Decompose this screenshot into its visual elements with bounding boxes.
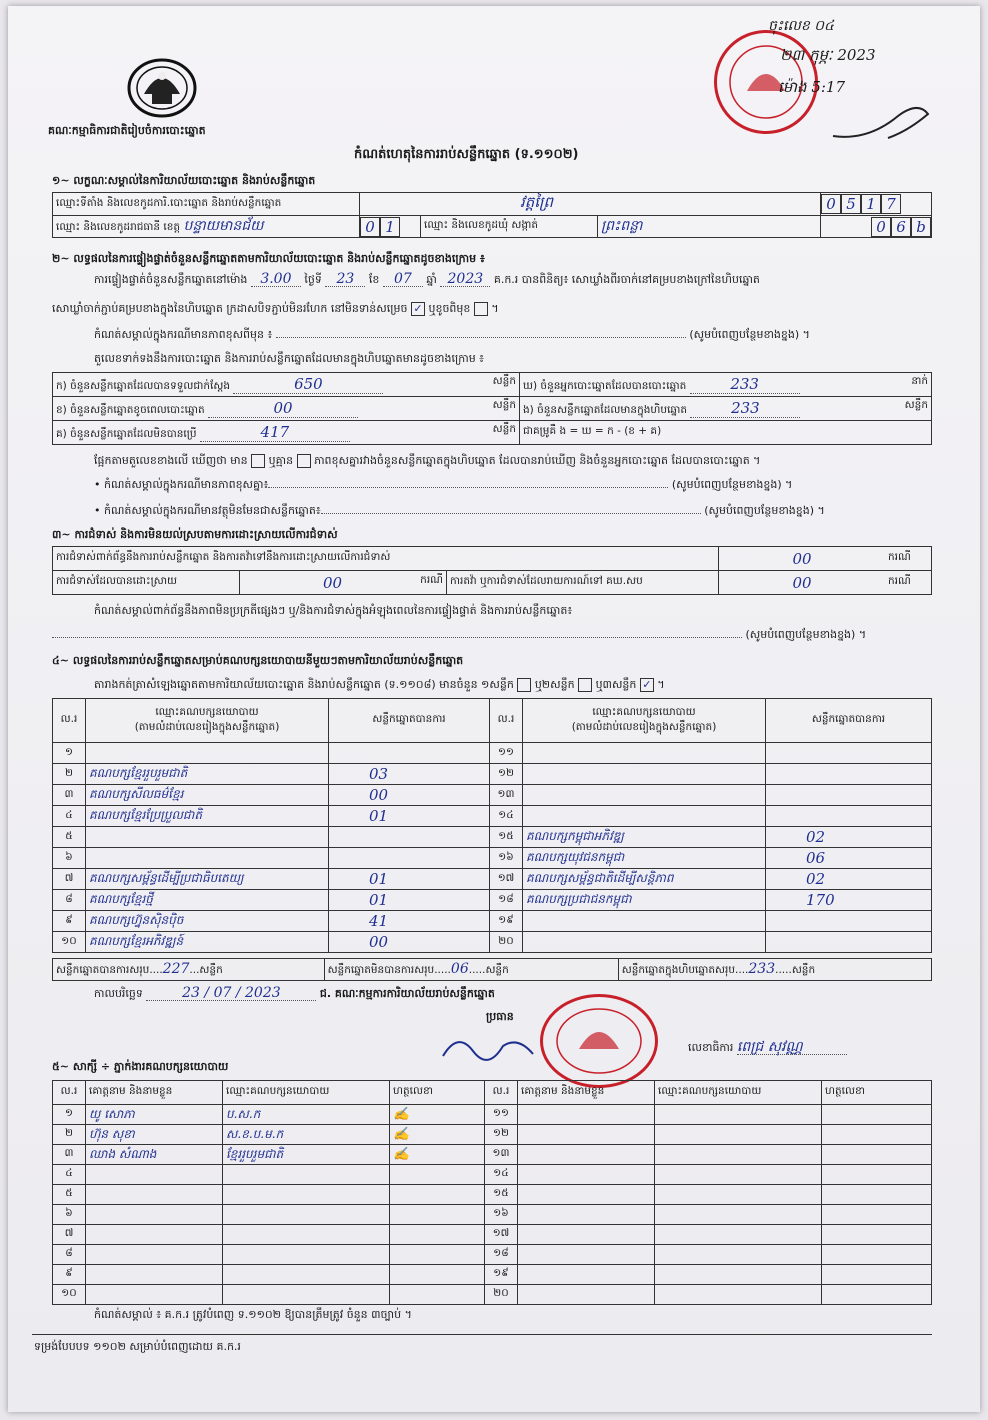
witness-signature: [822, 1265, 932, 1285]
row-number: ៨: [53, 1245, 86, 1265]
form-footer: ទម្រង់បែបបទ ១១០២ សម្រាប់បំពេញដោយ គ.ក.រ: [34, 1340, 241, 1353]
witness-name: [86, 1205, 223, 1225]
party-name: [86, 827, 329, 848]
results-table: [52, 698, 932, 953]
vote-count: 01: [329, 869, 490, 890]
section2-bullet2: • កំណត់សម្គាល់ក្នុងករណីមានវត្ថុមិនមែនជាសន្លឹកឆ្នោត៖ (សូមបំពេញបន្ថែមខាងខ្នង) ។: [94, 504, 825, 517]
witness-table: [52, 1080, 932, 1305]
counts-table: [52, 372, 932, 445]
section2-title: ២~ លទ្ធផលនៃការផ្ទៀងផ្ទាត់ចំនួនសន្លឹកឆ្នោតតាមការិយាល័យបោះឆ្នោត និងរាប់សន្លឹកឆ្នោតដូចខាងក្រោម ៖: [52, 252, 485, 265]
witness-party: [223, 1185, 390, 1205]
formula: ជាគម្រូគឺ ង = ឃ = ក - (ខ + គ): [520, 421, 932, 445]
witness-row: [53, 1265, 932, 1285]
witness-row: [53, 1205, 932, 1225]
section2-note1: កំណត់សម្គាល់ក្នុងករណីមានភាពខុសពីមុន ៖ (សូមបំពេញបន្ថែមខាងខ្នង) ។: [94, 328, 810, 341]
location-value: វត្តព្រៃ: [360, 193, 821, 216]
witness-party: [223, 1205, 390, 1225]
section4-title: ៤~ លទ្ធផលនៃការរាប់សន្លឹកឆ្នោតសម្រាប់គណបក្សនយោបាយនីមួយៗតាមការិយាល័យរាប់សន្លឹកឆ្នោត: [52, 654, 464, 667]
results-col-party: ឈ្មោះគណបក្សនយោបាយ (តាមលំដាប់លេខរៀងក្នុងសន្លឹកឆ្នោត): [86, 699, 329, 743]
party-name: គណបក្សសីលធម៌ខ្មែរ: [86, 785, 329, 806]
party-name: គណបក្សហ្វ៊ុនស៊ិនប៉ិច: [86, 911, 329, 932]
results-body: [53, 743, 932, 953]
witness-party: [655, 1125, 822, 1145]
party-name: [523, 785, 766, 806]
witness-body: [53, 1105, 932, 1305]
witness-name: [86, 1165, 223, 1185]
row-number: ២០: [490, 932, 523, 953]
row-number: ១៤: [485, 1165, 518, 1185]
vote-count: 01: [329, 806, 490, 827]
official-stamp: [540, 994, 658, 1088]
results-row: [53, 869, 932, 890]
results-col-no-2: ល.រ: [490, 699, 523, 743]
row-number: ៦: [53, 1205, 86, 1225]
receipt-line-3: ម៉ោង 5:17: [778, 78, 846, 96]
witness-signature: [390, 1285, 485, 1305]
form-title: កំណត់ហេតុនៃការរាប់សន្លឹកឆ្នោត (ទ.១១០២): [354, 147, 579, 162]
witness-party: [655, 1265, 822, 1285]
witness-signature: [822, 1245, 932, 1265]
witness-row: [53, 1185, 932, 1205]
row-number: ១៩: [485, 1265, 518, 1285]
witness-name: [518, 1145, 655, 1165]
witness-col-party-2: ឈ្មោះគណបក្សនយោបាយ: [655, 1081, 822, 1105]
party-name: [86, 743, 329, 764]
witness-name: [86, 1185, 223, 1205]
row-number: ១០: [53, 1285, 86, 1305]
witness-col-no: ល.រ: [53, 1081, 86, 1105]
province-label: ឈ្មោះ និងលេខកូដរាជធានី ខេត្ត បន្ទាយមានជ័យ: [53, 216, 360, 238]
row-number: ១៩: [490, 911, 523, 932]
witness-party: [655, 1165, 822, 1185]
party-name: [523, 764, 766, 785]
witness-name: [86, 1285, 223, 1305]
witness-signature: [822, 1165, 932, 1185]
witness-signature: [822, 1145, 932, 1165]
section2-para4: ផ្អែកតាមតួលេខខាងលើ ឃើញថា មាន ឬគ្មាន ភាពខុសគ្នារវាងចំនួនសន្លឹកឆ្នោតក្នុងហិបឆ្នោត ដែលបានរាប់ឃើញ និងចំនួនអ្នកបោះឆ្នោត ដែលបានបោះឆ្នោត ។: [94, 454, 761, 467]
vote-count: [766, 911, 932, 932]
witness-col-name-2: គោត្តនាម និងនាមខ្លួន: [518, 1081, 655, 1105]
row-number: ៤: [53, 1165, 86, 1185]
row-number: ៣: [53, 1145, 86, 1165]
witness-signature: [822, 1185, 932, 1205]
row-number: ១៣: [485, 1145, 518, 1165]
witness-name: [518, 1265, 655, 1285]
date-line: កាលបរិច្ឆេទ 23 / 07 / 2023 ជ. គណៈកម្មការការិយាល័យរាប់សន្លឹកឆ្នោត: [94, 985, 495, 1001]
witness-row: [53, 1245, 932, 1265]
vote-count: [766, 785, 932, 806]
commune-code: 0 6 b: [821, 216, 932, 238]
witness-party: [655, 1145, 822, 1165]
results-row: [53, 911, 932, 932]
section1-table: [52, 192, 932, 238]
receipt-line-1: ចុះលេខ ០៤: [768, 18, 834, 34]
witness-col-no-2: ល.រ: [485, 1081, 518, 1105]
witness-name: [86, 1225, 223, 1245]
total-valid: សន្លឹកឆ្នោតបានការសរុប....227...សន្លឹក: [53, 959, 325, 981]
forwarded-case: ករណី: [885, 571, 932, 595]
row-number: ១៥: [490, 827, 523, 848]
row-number: ១១: [490, 743, 523, 764]
count-e: ង) ចំនួនសន្លឹកឆ្នោតដែលមានក្នុងហិបឆ្នោត 233 សន្លឹក: [520, 397, 932, 421]
witness-name: [86, 1265, 223, 1285]
section4-intro: តារាងកត់ត្រាសំឡេងឆ្នោតតាមការិយាល័យបោះឆ្នោត និងរាប់សន្លឹកឆ្នោត (ទ.១១០៨) មានចំនួន ១សន្លឹក ឬ២សន្លឹក ឬ៣សន្លឹក ✓ ។: [94, 678, 665, 691]
row-number: ១០: [53, 932, 86, 953]
vote-count: [329, 743, 490, 764]
vote-count: [329, 848, 490, 869]
witness-signature: [822, 1105, 932, 1125]
vote-count: 170: [766, 890, 932, 911]
section2-para2: សោឃ្លាំចាក់ភ្ជាប់គម្របខាងក្នុងនៃហិបឆ្នោត ក្រដាសបិទភ្ជាប់មិនរហែក នៅមិនទាន់សម្រេច ✓ ឬខូចពិមុខ ។: [52, 302, 499, 315]
row-number: ៥: [53, 827, 86, 848]
witness-name: [518, 1105, 655, 1125]
forwarded-value: 00: [719, 571, 886, 595]
results-totals: [52, 958, 932, 981]
committee-name: គណៈកម្មាធិការជាតិរៀបចំការបោះឆ្នោត: [48, 124, 206, 137]
witness-party: [223, 1285, 390, 1305]
witness-name: [518, 1225, 655, 1245]
document-page: [8, 6, 980, 1412]
witness-name: [86, 1245, 223, 1265]
witness-signature: [390, 1185, 485, 1205]
objections-case: ករណី: [885, 547, 932, 571]
vote-count: 01: [329, 890, 490, 911]
count-b: ខ) ចំនួនសន្លឹកឆ្នោតខូចពេលបោះឆ្នោត 00 សន្លឹក: [53, 397, 520, 421]
party-name: គណបក្សខ្មែររួបរួមជាតិ: [86, 764, 329, 785]
vote-count: 00: [329, 932, 490, 953]
witness-col-sign-2: ហត្ថលេខា: [822, 1081, 932, 1105]
row-number: ៨: [53, 890, 86, 911]
witness-party: ប.ស.ក: [223, 1105, 390, 1125]
vote-count: [766, 806, 932, 827]
row-number: ១១: [485, 1105, 518, 1125]
row-number: ១៦: [485, 1205, 518, 1225]
row-number: ១៧: [485, 1225, 518, 1245]
receipt-line-2: ២៣ កុម្ភៈ 2023: [780, 46, 876, 64]
witness-col-name: គោត្តនាម និងនាមខ្លួន: [86, 1081, 223, 1105]
resolved-value: 00 ករណី: [240, 571, 447, 595]
row-number: ១៦: [490, 848, 523, 869]
party-name: គណបក្សខ្មែរអភិវឌ្ឍន៍: [86, 932, 329, 953]
count-c: គ) ចំនួនសន្លឹកឆ្នោតដែលមិនបានប្រើ 417 សន្លឹក: [53, 421, 520, 445]
witness-row: [53, 1125, 932, 1145]
witness-row: [53, 1145, 932, 1165]
witness-name: [518, 1285, 655, 1305]
party-name: [86, 848, 329, 869]
results-row: [53, 890, 932, 911]
row-number: ១៨: [490, 890, 523, 911]
party-name: គណបក្សខ្មែរថ្មី: [86, 890, 329, 911]
row-number: ៧: [53, 869, 86, 890]
objections-table: [52, 546, 932, 595]
section3-title: ៣~ ការជំទាស់ និងការមិនយល់ស្របតាមការដោះស្រាយលើការជំទាស់: [52, 528, 338, 541]
witness-party: ខ្មែររួបរួមជាតិ: [223, 1145, 390, 1165]
witness-name: ឈាង សំណាង: [86, 1145, 223, 1165]
vote-count: 03: [329, 764, 490, 785]
witness-signature: [822, 1205, 932, 1225]
section3-note: កំណត់សម្គាល់ពាក់ព័ន្ធនឹងភាពមិនប្រក្រតីផ្សេងៗ ឬ/និងការជំទាស់ក្នុងអំឡុងពេលនៃការផ្ទៀងផ្ទាត់ និងការរាប់សន្លឹកឆ្នោត៖: [94, 604, 573, 617]
witness-signature: ✍: [390, 1125, 485, 1145]
row-number: ១២: [485, 1125, 518, 1145]
section3-hint: (សូមបំពេញបន្ថែមខាងខ្នង) ។: [52, 628, 936, 642]
count-d: ឃ) ចំនួនអ្នកបោះឆ្នោតដែលបានបោះឆ្នោត 233 នាក់: [520, 373, 932, 397]
witness-party: [655, 1205, 822, 1225]
party-name: គណបក្សយុវជនកម្ពុជា: [523, 848, 766, 869]
witness-signature: [390, 1225, 485, 1245]
objections-value: 00: [719, 547, 886, 571]
witness-signature: [822, 1225, 932, 1245]
witness-signature: [390, 1205, 485, 1225]
witness-party: [223, 1265, 390, 1285]
witness-signature: [390, 1265, 485, 1285]
footnote: កំណត់សម្គាល់ ៖ គ.ក.រ ត្រូវបំពេញ ទ.១១០២ ឱ្យបានត្រឹមត្រូវ ចំនួន ៣ច្បាប់ ។: [94, 1308, 412, 1321]
nec-logo: [126, 54, 198, 118]
witness-name: [518, 1125, 655, 1145]
witness-name: ហ៊ុន សុខា: [86, 1125, 223, 1145]
commune-value: ព្រះពន្លា: [598, 216, 821, 238]
witness-party: [223, 1245, 390, 1265]
row-number: ៩: [53, 1265, 86, 1285]
results-row: [53, 932, 932, 953]
location-code: 0 5 1 7: [821, 193, 932, 216]
seal-ok-checkbox: ✓: [411, 302, 425, 316]
witness-signature: ✍: [390, 1145, 485, 1165]
party-name: គណបក្សខ្មែរប្រែប្រួលជាតិ: [86, 806, 329, 827]
results-col-no: ល.រ: [53, 699, 86, 743]
section1-title: ១~ លក្ខណៈសម្គាល់នៃការិយាល័យបោះឆ្នោត និងរាប់សន្លឹកឆ្នោត: [52, 174, 316, 187]
section5-title: ៥~ សាក្សី ÷ ភ្នាក់ងារគណបក្សនយោបាយ: [52, 1060, 229, 1073]
row-number: ៤: [53, 806, 86, 827]
witness-party: [223, 1165, 390, 1185]
witness-signature: [390, 1245, 485, 1265]
results-row: [53, 806, 932, 827]
row-number: ១: [53, 743, 86, 764]
vote-count: [329, 827, 490, 848]
row-number: ១: [53, 1105, 86, 1125]
witness-name: [518, 1245, 655, 1265]
row-number: ១៤: [490, 806, 523, 827]
section2-para1: ការផ្ទៀងផ្ទាត់ចំនួនសន្លឹកឆ្នោតនៅម៉ោង 3.00 ថ្ងៃទី 23 ខែ 07 ឆ្នាំ 2023 គ.ក.រ បានពិនិត្យ៖ សោឃ្លាំងពីរចាក់នៅគម្របខាងក្រៅនៃហិបឆ្នោត: [94, 271, 760, 287]
footer-rule: [32, 1334, 932, 1335]
results-col-votes-2: សន្លឹកឆ្នោតបានការ: [766, 699, 932, 743]
witness-party: [655, 1245, 822, 1265]
witness-signature: [390, 1165, 485, 1185]
witness-party: [655, 1285, 822, 1305]
witness-col-sign: ហត្ថលេខា: [390, 1081, 485, 1105]
results-row: [53, 785, 932, 806]
party-name: គណបក្សប្រជាជនកម្ពុជា: [523, 890, 766, 911]
vote-count: [766, 743, 932, 764]
witness-row: [53, 1285, 932, 1305]
vote-count: 41: [329, 911, 490, 932]
witness-col-party: ឈ្មោះគណបក្សនយោបាយ: [223, 1081, 390, 1105]
province-code: 0 1: [360, 216, 421, 238]
row-number: ២០: [485, 1285, 518, 1305]
results-row: [53, 764, 932, 785]
party-name: [523, 743, 766, 764]
witness-name: [518, 1165, 655, 1185]
row-number: ៩: [53, 911, 86, 932]
results-row: [53, 848, 932, 869]
party-name: [523, 911, 766, 932]
location-label: ឈ្មោះទីតាំង និងលេខកូដការិ.បោះឆ្នោត និងរាប់សន្លឹកឆ្នោត: [53, 193, 360, 216]
vote-count: 02: [766, 827, 932, 848]
results-col-party-2: ឈ្មោះគណបក្សនយោបាយ (តាមលំដាប់លេខរៀងក្នុងសន្លឹកឆ្នោត): [523, 699, 766, 743]
party-name: គណបក្សកម្ពុជាអភិវឌ្ឍ: [523, 827, 766, 848]
results-col-votes: សន្លឹកឆ្នោតបានការ: [329, 699, 490, 743]
vote-count: [766, 764, 932, 785]
row-number: ១៨: [485, 1245, 518, 1265]
total-invalid: សន្លឹកឆ្នោតមិនបានការសរុប.....06.....សន្លឹក: [324, 959, 618, 981]
row-number: ១២: [490, 764, 523, 785]
row-number: ១៧: [490, 869, 523, 890]
chair-signature: [438, 1026, 548, 1070]
witness-party: [655, 1225, 822, 1245]
row-number: ១៥: [485, 1185, 518, 1205]
row-number: ១៣: [490, 785, 523, 806]
witness-signature: ✍: [390, 1105, 485, 1125]
row-number: ៥: [53, 1185, 86, 1205]
witness-name: យូ សោភា: [86, 1105, 223, 1125]
witness-party: [223, 1225, 390, 1245]
chair-label: ប្រធាន: [486, 1010, 514, 1023]
witness-name: [518, 1205, 655, 1225]
objections-label: ការជំទាស់ពាក់ព័ន្ធនឹងការរាប់សន្លឹកឆ្នោត និងការតវ៉ាទៅនឹងការដោះស្រាយលើការជំទាស់: [53, 547, 719, 571]
witness-row: [53, 1225, 932, 1245]
witness-party: [655, 1105, 822, 1125]
row-number: ២: [53, 764, 86, 785]
results-row: [53, 827, 932, 848]
secretary-line: លេខាធិការ ពេជ្រ សុវណ្ណ: [688, 1040, 847, 1055]
witness-party: [655, 1185, 822, 1205]
commune-label: ឈ្មោះ និងលេខកូដឃុំ សង្កាត់: [421, 216, 598, 238]
witness-row: [53, 1105, 932, 1125]
party-name: គណបក្សសម្ព័ន្ធជាតិដើម្បីសន្តិភាព: [523, 869, 766, 890]
resolved-label: ការជំទាស់ដែលបានដោះស្រាយ: [53, 571, 240, 595]
witness-name: [518, 1185, 655, 1205]
witness-signature: [822, 1285, 932, 1305]
party-name: គណបក្សសម្ព័ន្ធដើម្បីប្រជាធិបតេយ្យ: [86, 869, 329, 890]
section2-bullet1: • កំណត់សម្គាល់ក្នុងករណីមានភាពខុសគ្នា៖ (សូមបំពេញបន្ថែមខាងខ្នង) ។: [94, 478, 793, 491]
vote-count: 02: [766, 869, 932, 890]
witness-row: [53, 1165, 932, 1185]
witness-signature: [822, 1125, 932, 1145]
section2-para3: តួលេខទាក់ទងនឹងការបោះឆ្នោត និងការរាប់សន្លឹកឆ្នោតដែលមានក្នុងហិបឆ្នោតមានដូចខាងក្រោម ៖: [94, 352, 485, 365]
row-number: ៧: [53, 1225, 86, 1245]
receipt-signature: [828, 96, 938, 150]
party-name: [523, 932, 766, 953]
seal-broken-checkbox: [474, 302, 488, 316]
forwarded-label: ការតវ៉ា ឬការជំទាស់ដែលរាយការណ៍ទៅ គឃ.សប: [447, 571, 719, 595]
row-number: ៦: [53, 848, 86, 869]
total-in-box: សន្លឹកឆ្នោតក្នុងហិបឆ្នោតសរុប....233.....សន្លឹក: [618, 959, 931, 981]
count-a: ក) ចំនួនសន្លឹកឆ្នោតដែលបានទទួលជាក់ស្តែង 650 សន្លឹក: [53, 373, 520, 397]
witness-party: ស.ខ.ប.ម.ក: [223, 1125, 390, 1145]
vote-count: 00: [329, 785, 490, 806]
vote-count: [766, 932, 932, 953]
vote-count: 06: [766, 848, 932, 869]
party-name: [523, 806, 766, 827]
row-number: ៣: [53, 785, 86, 806]
results-row: [53, 743, 932, 764]
row-number: ២: [53, 1125, 86, 1145]
